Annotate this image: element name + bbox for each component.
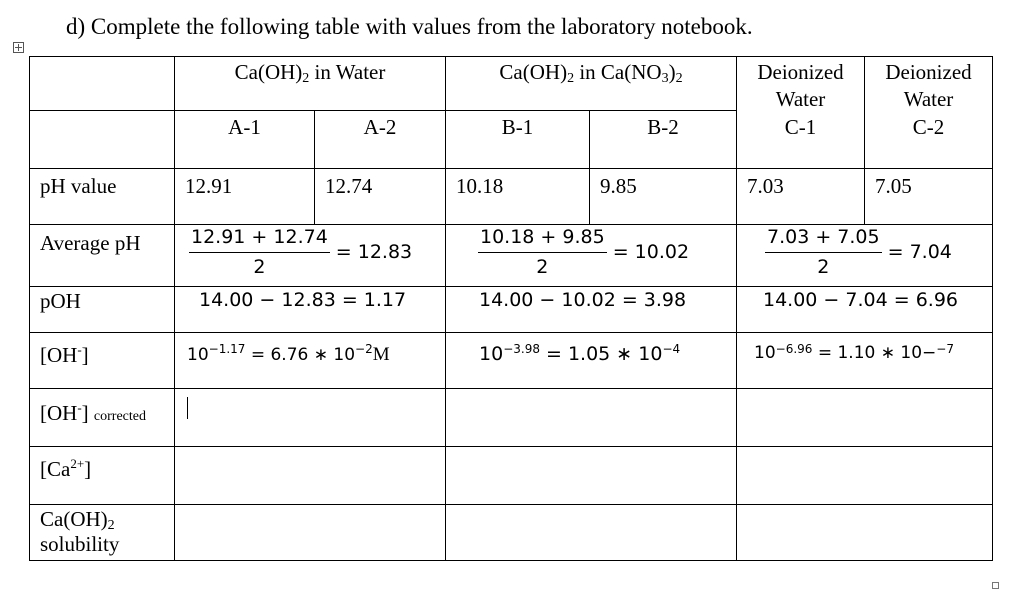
avg-ph-c-equation (765, 228, 952, 277)
avg-ph-cell-c[interactable] (737, 225, 993, 287)
ca-row-label: $[Ca^{2+}]$ (40, 456, 92, 481)
corner-cell (30, 57, 175, 111)
ph-value-a2: 12.74 (325, 174, 373, 198)
group-nitrate-label: $Ca(OH)_2$ in $Ca(NO_3)_2$ (499, 60, 683, 86)
avg-ph-row-label: Average pH (40, 231, 141, 255)
solubility-row (30, 505, 993, 561)
oh-row-header (30, 333, 175, 389)
di-c1-line1: Deionized (757, 60, 844, 84)
avg-ph-b-fraction-bar (478, 252, 607, 253)
oh-a-equation: $10^{-1.17} = 6.76$ ∗ $10^{-2}M$ (187, 342, 390, 365)
oh-b-equation: $10^{-3.98} = 1.05$ ∗ $10^{-4}$ (479, 342, 681, 365)
avg-ph-b-numerator: 10.18 + 9.85 (480, 226, 605, 248)
ph-cell-b1[interactable] (446, 169, 590, 225)
text-cursor (187, 397, 188, 419)
avg-ph-a-numerator: 12.91 + 12.74 (191, 226, 328, 248)
oh-cell-c[interactable] (737, 333, 993, 389)
trial-b2-label: B-2 (647, 115, 679, 139)
ca-cell-c[interactable] (737, 447, 993, 505)
ph-row-header (30, 169, 175, 225)
avg-ph-c-result: = 7.04 (887, 241, 952, 263)
trial-b1-header (446, 111, 590, 169)
ph-value-b2: 9.85 (600, 174, 637, 198)
solubility-cell-c[interactable] (737, 505, 993, 561)
ph-value-a1: 12.91 (185, 174, 233, 198)
avg-ph-c-fraction (765, 228, 882, 277)
trial-b2-header (590, 111, 737, 169)
ph-value-row (30, 169, 993, 225)
solubility-cell-b[interactable] (446, 505, 737, 561)
poh-c-equation: 14.00 − 7.04 = 6.96 (763, 289, 959, 311)
ca-cell-a[interactable] (175, 447, 446, 505)
poh-cell-c[interactable] (737, 287, 993, 333)
group-di-c2-header (865, 57, 993, 169)
ca-row (30, 447, 993, 505)
oh-corrected-row (30, 389, 993, 447)
avg-ph-row-header (30, 225, 175, 287)
group-nitrate-header (446, 57, 737, 111)
di-c1-trial: C-1 (784, 115, 817, 139)
avg-ph-a-fraction-bar (189, 252, 330, 253)
trial-b1-label: B-1 (501, 115, 534, 139)
ph-cell-b2[interactable] (590, 169, 737, 225)
avg-ph-b-equation (478, 228, 689, 277)
oh-c-equation: $10^{-6.96} = 1.10$ ∗ 10−$^{-7}$ (754, 342, 954, 363)
poh-row-label: pOH (40, 289, 81, 313)
question-heading: d) Complete the following table with values from the laboratory notebook. (66, 14, 753, 39)
avg-ph-b-fraction (478, 228, 607, 277)
oh-corrected-row-label: [OH-] corrected (40, 400, 146, 425)
solubility-row-label-line1: $Ca(OH)_2$ (40, 507, 115, 533)
poh-row (30, 287, 993, 333)
trial-a2-label: A-2 (363, 115, 397, 139)
avg-ph-row (30, 225, 993, 287)
group-di-c1-header (737, 57, 865, 169)
ca-cell-b[interactable] (446, 447, 737, 505)
oh-row (30, 333, 993, 389)
group-water-label: $Ca(OH)_2$ in Water (234, 60, 386, 86)
table-resize-handle-icon[interactable] (992, 582, 999, 589)
oh-corrected-cell-b[interactable] (446, 389, 737, 447)
ca-row-header (30, 447, 175, 505)
oh-cell-a[interactable] (175, 333, 446, 389)
ph-cell-c2[interactable] (865, 169, 993, 225)
group-water-header (175, 57, 446, 111)
group-header-row (30, 57, 993, 111)
ph-cell-c1[interactable] (737, 169, 865, 225)
avg-ph-c-fraction-bar (765, 252, 882, 253)
trial-a1-label: A-1 (228, 115, 261, 139)
solubility-cell-a[interactable] (175, 505, 446, 561)
avg-ph-a-equation (189, 228, 412, 277)
avg-ph-c-denominator: 2 (817, 256, 830, 278)
oh-row-label: [OH-] (40, 342, 89, 367)
solubility-row-header (30, 505, 175, 561)
di-c2-line2: Water (903, 87, 954, 111)
ph-cell-a2[interactable] (315, 169, 446, 225)
ph-value-c2: 7.05 (875, 174, 912, 198)
ph-row-label: pH value (40, 174, 117, 198)
ph-value-c1: 7.03 (747, 174, 784, 198)
oh-corrected-cell-a[interactable] (175, 389, 446, 447)
poh-b-equation: 14.00 − 10.02 = 3.98 (479, 289, 687, 311)
table-move-handle-icon[interactable] (13, 42, 24, 53)
poh-row-header (30, 287, 175, 333)
oh-corrected-row-header (30, 389, 175, 447)
avg-ph-cell-a[interactable] (175, 225, 446, 287)
trial-a2-header (315, 111, 446, 169)
trial-a1-header (175, 111, 315, 169)
poh-a-equation: 14.00 − 12.83 = 1.17 (199, 289, 407, 311)
di-c2-trial: C-2 (912, 115, 945, 139)
avg-ph-c-numerator: 7.03 + 7.05 (767, 226, 880, 248)
solubility-row-label-line2: solubility (40, 532, 120, 556)
avg-ph-a-result: = 12.83 (335, 241, 413, 263)
oh-cell-b[interactable] (446, 333, 737, 389)
di-c1-line2: Water (775, 87, 826, 111)
ph-value-b1: 10.18 (456, 174, 504, 198)
lab-data-table (29, 56, 993, 561)
avg-ph-b-denominator: 2 (536, 256, 549, 278)
avg-ph-cell-b[interactable] (446, 225, 737, 287)
trial-corner-cell (30, 111, 175, 169)
ph-cell-a1[interactable] (175, 169, 315, 225)
avg-ph-b-result: = 10.02 (612, 241, 690, 263)
oh-corrected-cell-c[interactable] (737, 389, 993, 447)
poh-cell-b[interactable] (446, 287, 737, 333)
poh-cell-a[interactable] (175, 287, 446, 333)
avg-ph-a-denominator: 2 (253, 256, 266, 278)
di-c2-line1: Deionized (885, 60, 972, 84)
avg-ph-a-fraction (189, 228, 330, 277)
